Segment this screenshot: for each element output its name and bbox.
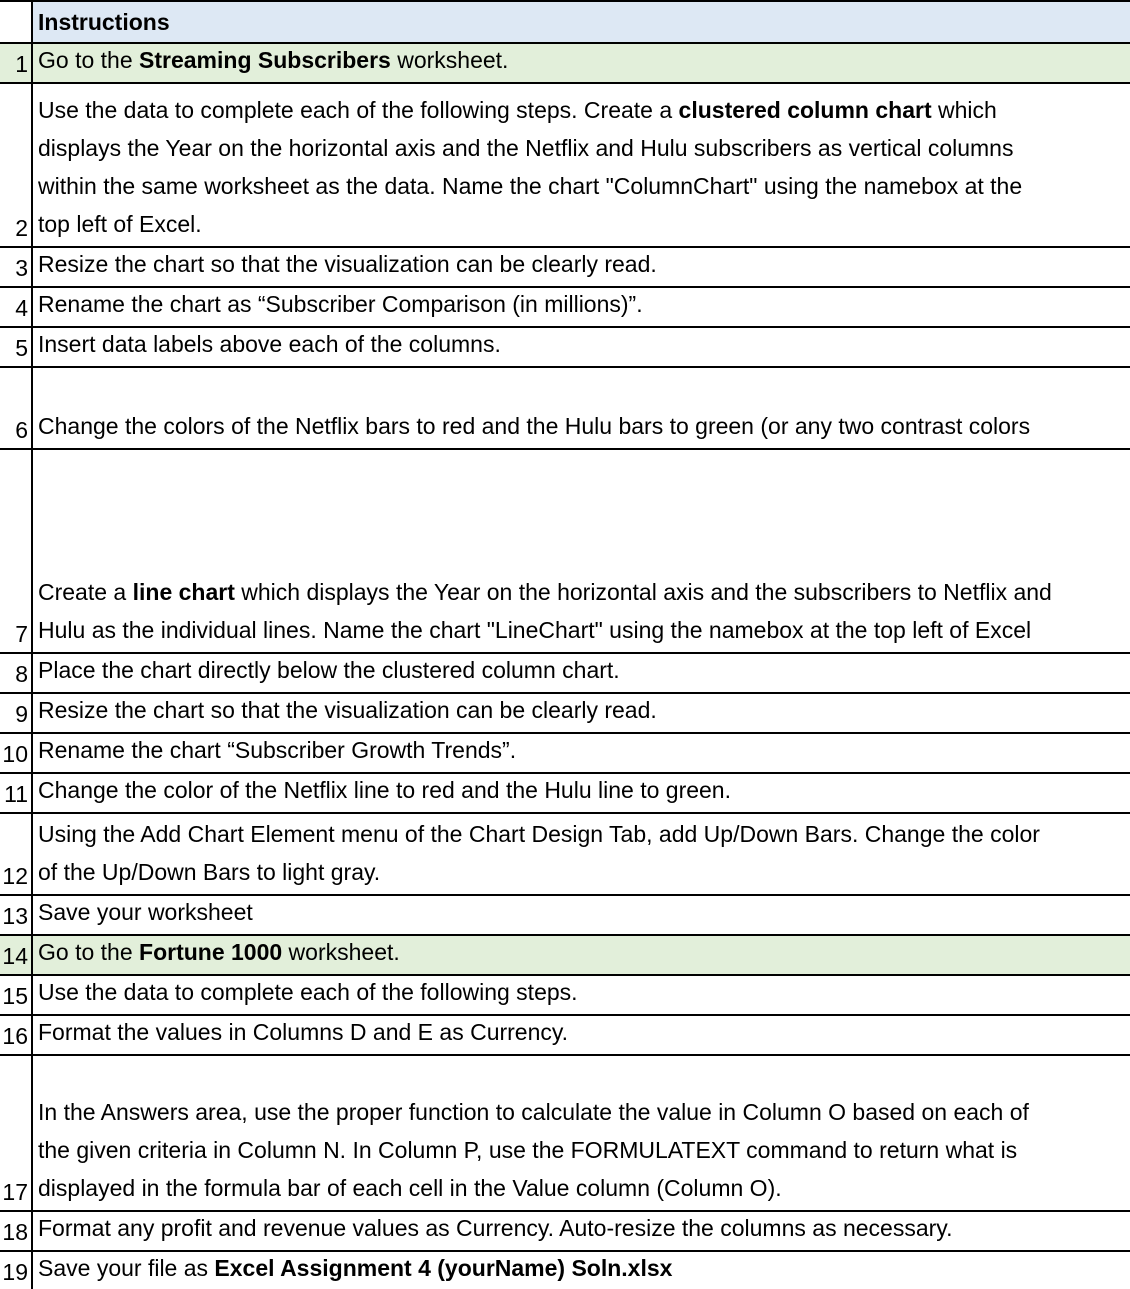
instruction-text: which (931, 97, 997, 123)
instruction-row (0, 1212, 1130, 1252)
instruction-line (38, 896, 253, 931)
row-number-cell[interactable]: 2 (0, 84, 33, 246)
header-label: Instructions (38, 8, 170, 35)
instruction-cell[interactable] (38, 248, 1130, 286)
instruction-line (38, 1252, 672, 1287)
instruction-cell[interactable] (38, 734, 1130, 772)
header-corner-cell[interactable] (0, 2, 33, 42)
instruction-cell[interactable] (38, 694, 1130, 732)
row-number-cell[interactable]: 3 (0, 248, 33, 286)
instruction-line (38, 694, 657, 729)
instruction-text: Create a (38, 579, 133, 605)
instruction-row (0, 814, 1130, 896)
instruction-line (38, 611, 1052, 649)
instruction-row (0, 44, 1130, 84)
instruction-cell[interactable] (38, 450, 1130, 652)
instruction-row (0, 936, 1130, 976)
instruction-cell[interactable] (38, 1252, 1130, 1289)
header-cell[interactable] (38, 2, 1130, 42)
instruction-row (0, 248, 1130, 288)
row-number-cell[interactable]: 16 (0, 1016, 33, 1054)
instruction-text: top left of Excel. (38, 211, 202, 237)
instruction-row (0, 774, 1130, 814)
instruction-cell[interactable] (38, 774, 1130, 812)
row-number-cell[interactable]: 6 (0, 368, 33, 448)
instruction-text: Save your worksheet (38, 899, 253, 925)
instruction-text: Use the data to complete each of the following steps. (38, 979, 578, 1005)
instruction-cell[interactable] (38, 84, 1130, 246)
row-number-cell[interactable]: 13 (0, 896, 33, 934)
instruction-line (38, 407, 1030, 445)
instruction-line (38, 1131, 1029, 1169)
instruction-text: the given criteria in Column N. In Column P, use the FORMULATEXT command to return what is (38, 1137, 1018, 1163)
instruction-text: Using the Add Chart Element menu of the Chart Design Tab, add Up/Down Bars. Change the color (38, 821, 1040, 847)
row-number-cell[interactable]: 17 (0, 1056, 33, 1210)
row-number-cell[interactable]: 19 (0, 1252, 33, 1289)
instruction-row (0, 84, 1130, 248)
instruction-bold-text: clustered column chart (678, 97, 932, 123)
instruction-cell[interactable] (38, 1212, 1130, 1250)
instruction-line (38, 936, 400, 971)
instruction-text: of the Up/Down Bars to light gray. (38, 859, 381, 885)
instruction-row (0, 1252, 1130, 1289)
instruction-line (38, 248, 657, 283)
row-number-cell[interactable]: 18 (0, 1212, 33, 1250)
instruction-row (0, 1056, 1130, 1212)
row-number-cell[interactable]: 1 (0, 44, 33, 82)
instruction-bold-text: Excel Assignment 4 (yourName) Soln.xlsx (214, 1255, 673, 1281)
row-number-cell[interactable]: 9 (0, 694, 33, 732)
instruction-cell[interactable] (38, 1016, 1130, 1054)
instruction-line (38, 1169, 1029, 1207)
instruction-line (38, 654, 620, 689)
instruction-cell[interactable] (38, 288, 1130, 326)
instruction-row (0, 368, 1130, 450)
instruction-text: Place the chart directly below the clustered column chart. (38, 657, 620, 683)
instruction-cell[interactable] (38, 368, 1130, 448)
row-number-cell[interactable]: 14 (0, 936, 33, 974)
instruction-text: Go to the (38, 939, 140, 965)
row-number-cell[interactable]: 11 (0, 774, 33, 812)
row-number-cell[interactable]: 15 (0, 976, 33, 1014)
instruction-text: which displays the Year on the horizontal axis and the subscribers to Netflix and (234, 579, 1052, 605)
instruction-cell[interactable] (38, 328, 1130, 366)
instruction-text: Change the color of the Netflix line to red and the Hulu line to green. (38, 777, 731, 803)
instruction-text: worksheet. (282, 939, 400, 965)
instruction-text: worksheet. (390, 47, 509, 73)
instruction-text: displays the Year on the horizontal axis and the Netflix and Hulu subscribers as vertical columns (38, 135, 1014, 161)
instruction-line (38, 1212, 952, 1247)
instruction-cell[interactable] (38, 936, 1130, 974)
instruction-cell[interactable] (38, 814, 1130, 894)
instruction-cell[interactable] (38, 44, 1130, 82)
instruction-row (0, 734, 1130, 774)
instruction-bold-text: Fortune 1000 (139, 939, 283, 965)
instruction-line (38, 129, 1022, 167)
instruction-text: within the same worksheet as the data. Name the chart "ColumnChart" using the namebox at the (38, 173, 1023, 199)
instruction-line (38, 734, 516, 769)
instruction-row (0, 654, 1130, 694)
instruction-text: Rename the chart as “Subscriber Comparison (in millions)”. (38, 291, 643, 317)
instruction-row (0, 896, 1130, 936)
instruction-row (0, 694, 1130, 734)
instruction-line (38, 815, 1040, 853)
instruction-line (38, 976, 578, 1011)
instruction-line (38, 328, 501, 363)
instruction-line (38, 167, 1022, 205)
instruction-text: Rename the chart “Subscriber Growth Trends”. (38, 737, 517, 763)
row-number-cell[interactable]: 10 (0, 734, 33, 772)
instruction-text: Use the data to complete each of the following steps. Create a (38, 97, 679, 123)
instruction-cell[interactable] (38, 1056, 1130, 1210)
instruction-text: displayed in the formula bar of each cell in the Value column (Column O). (38, 1175, 782, 1201)
instruction-row (0, 328, 1130, 368)
row-number-cell[interactable]: 4 (0, 288, 33, 326)
instruction-line (38, 774, 731, 809)
instruction-cell[interactable] (38, 654, 1130, 692)
row-number-cell[interactable]: 7 (0, 450, 33, 652)
row-number-cell[interactable]: 12 (0, 814, 33, 894)
instruction-row (0, 450, 1130, 654)
instruction-line (38, 573, 1052, 611)
instruction-row (0, 976, 1130, 1016)
instruction-line (38, 853, 1040, 891)
row-number-cell[interactable]: 8 (0, 654, 33, 692)
instruction-bold-text: Streaming Subscribers (139, 47, 391, 73)
instruction-text: Insert data labels above each of the columns. (38, 331, 501, 357)
instruction-text: Format any profit and revenue values as Currency. Auto-resize the columns as necessary. (38, 1215, 953, 1241)
instruction-cell[interactable] (38, 896, 1130, 934)
instruction-row (0, 1016, 1130, 1056)
instruction-text: Resize the chart so that the visualization can be clearly read. (38, 697, 657, 723)
instruction-line (38, 44, 508, 79)
row-number-cell[interactable]: 5 (0, 328, 33, 366)
instruction-cell[interactable] (38, 976, 1130, 1014)
instruction-text: Resize the chart so that the visualization can be clearly read. (38, 251, 657, 277)
instruction-text: Format the values in Columns D and E as Currency. (38, 1019, 569, 1045)
instruction-bold-text: line chart (132, 579, 235, 605)
instruction-line (38, 1016, 568, 1051)
instruction-line (38, 1093, 1029, 1131)
header-row (0, 0, 1130, 44)
instruction-text: Save your file as (38, 1255, 215, 1281)
instruction-text: Hulu as the individual lines. Name the chart "LineChart" using the namebox at the top left of Excel (38, 617, 1032, 643)
instruction-text: In the Answers area, use the proper function to calculate the value in Column O based on each of (38, 1099, 1029, 1125)
instruction-line (38, 288, 643, 323)
instruction-text: Go to the (38, 47, 140, 73)
instruction-line (38, 205, 1022, 243)
instruction-line (38, 91, 1022, 129)
instruction-text: Change the colors of the Netflix bars to red and the Hulu bars to green (or any two contrast colors (38, 413, 1031, 439)
instruction-row (0, 288, 1130, 328)
